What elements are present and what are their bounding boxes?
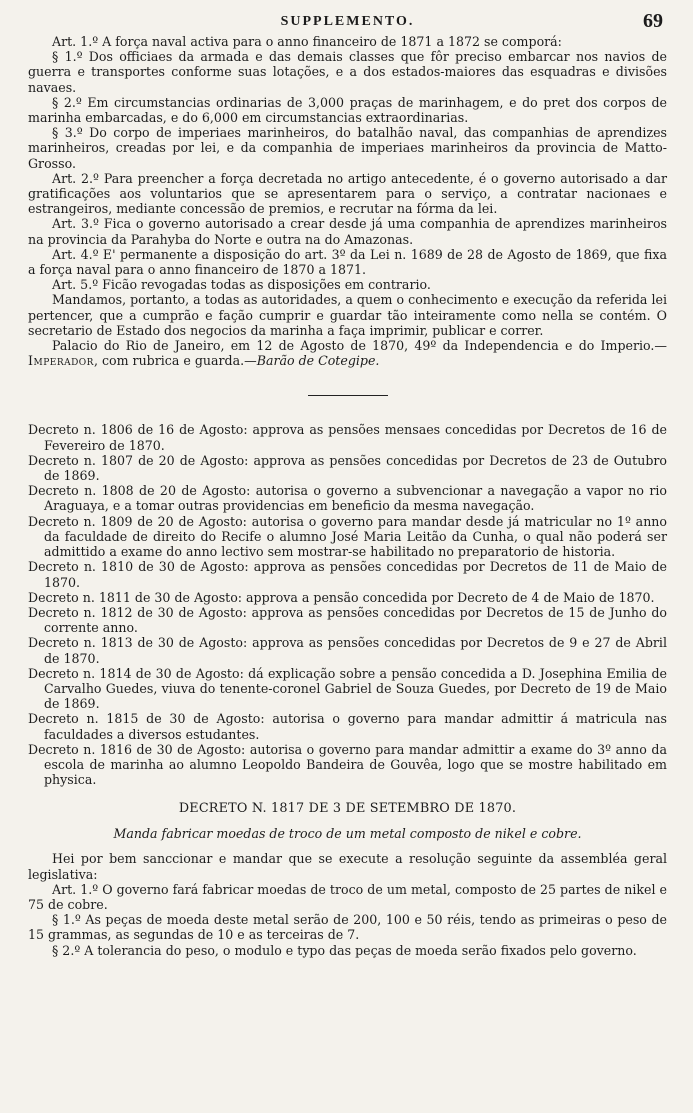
law-paragraph: Mandamos, portanto, a todas as autoridades, a quem o conhecimento e execução da referida lei pertencer, que a cumprão e fação cumprir e guardar tão inteiramente como nella se contém. O secretario de Estado dos negocios da marinha a faça imprimir, publicar e correr. [28,292,667,338]
law-paragraph: Art. 3.º Fica o governo autorisado a crear desde já uma companhia de aprendizes marinheiros na provincia da Parahyba do Norte e outra na do Amazonas. [28,216,667,247]
decree-paragraph: § 2.º A tolerancia do peso, o modulo e typo das peças de moeda serão fixados pelo governo. [52,942,637,958]
decree-paragraph: Art. 1.º O governo fará fabricar moedas de troco de um metal, composto de 25 partes de nikel e 75 de cobre. [28,881,667,912]
decree-entry: Decreto n. 1815 de 30 de Agosto: autorisa o governo para mandar admittir á matricula nas faculdades a diversos estudantes. [28,711,667,742]
decree-entry: Decreto n. 1806 de 16 de Agosto: approva as pensões mensaes concedidas por Decretos de 16 de Fevereiro de 1870. [28,422,667,453]
law-paragraph: § 2.º Em circumstancias ordinarias de 3,000 praças de marinhagem, e do pret dos corpos de marinha embarcadas, e do 6,000 em circumstancias extraordinarias. [28,94,667,126]
law-paragraph: § 3.º Do corpo de imperiaes marinheiros, do batalhão naval, das companhias de aprendizes marinheiros, creadas por lei, e da companhia de imperiaes marinheiros da provincia de Matto-Grosso. [28,125,667,171]
page-header [28,8,667,34]
law-paragraph: Art. 5.º Ficão revogadas todas as disposições em contrario. [52,277,431,293]
closing-middle: , com rubrica e guarda.— [93,353,257,369]
page-number: 69 [643,10,663,32]
decree-entry: Decreto n. 1814 de 30 de Agosto: dá explicação sobre a pensão concedida a D. Josephina Emilia de Carvalho Guedes, viuva do tenente-coronel Gabriel de Souza Guedes, por Decreto de 19 de Maio de 1869. [28,665,667,712]
decree-entry: Decreto n. 1807 de 20 de Agosto: approva as pensões concedidas por Decretos de 23 de Outubro de 1869. [28,452,667,484]
decree-list [28,422,667,787]
section-divider [308,395,388,396]
decree-subtitle: Manda fabricar moedas de troco de um metal composto de nikel e cobre. [113,826,582,842]
decree-entry: Decreto n. 1816 de 30 de Agosto: autorisa o governo para mandar admittir a exame do 3º anno da escola de marinha ao alumno Leopoldo Bandeira de Gouvêa, logo que se mostre habilitado em physica. [28,741,667,788]
decree-paragraph: Hei por bem sanccionar e mandar que se execute a resolução seguinte da assembléa geral legislativa: [28,851,667,882]
closing-signature: Imperador [28,353,94,369]
decree-paragraph: § 1.º As peças de moeda deste metal serão de 200, 100 e 50 réis, tendo as primeiras o peso de 15 grammas, as segundas de 10 e as terceiras de 7. [28,912,667,943]
law-paragraph: Art. 2.º Para preencher a força decretada no artigo antecedente, é o governo autorisado a dar gratificações aos voluntarios que se apresentarem para o serviço, a contratar nacionaes e estrangeiros, mediante concessão de premios, e recrutar na fórma da lei. [28,170,667,217]
running-title: SUPPLEMENTO. [280,14,415,29]
closing-name: Barão de Cotegipe. [256,353,380,369]
closing-text: Palacio do Rio de Janeiro, em 12 de Agosto de 1870, 49º da Independencia e do Imperio.— [52,338,667,354]
decree-text [28,851,667,957]
decree-title: DECRETO N. 1817 DE 3 DE SETEMBRO DE 1870. [178,801,517,817]
decree-entry: Decreto n. 1811 de 30 de Agosto: approva a pensão concedida por Decreto de 4 de Maio de 1870. [28,589,655,605]
law-paragraph: Art. 1.º A força naval activa para o anno financeiro de 1871 a 1872 se comporá: [52,34,562,49]
law-text [28,34,667,368]
law-closing [28,338,667,368]
decree-entry: Decreto n. 1808 de 20 de Agosto: autorisa o governo a subvencionar a navegação a vapor no rio Araguaya, e a tomar outras providencias em beneficio da mesma navegação. [28,483,667,514]
decree-entry: Decreto n. 1813 de 30 de Agosto: approva as pensões concedidas por Decretos de 9 e 27 de Abril de 1870. [28,635,667,666]
decree-entry: Decreto n. 1809 de 20 de Agosto: autorisa o governo para mandar desde já matricular no 1º anno da faculdade de direito do Recife o alumno José Maria Leitão da Cunha, o qual não poderá ser admittido a exame do anno lectivo sem mostrar-se habilitado no preparatorio de historia. [28,513,667,560]
decree-entry: Decreto n. 1810 de 30 de Agosto: approva as pensões concedidas por Decretos de 11 de Maio de 1870. [28,559,667,590]
law-paragraph: § 1.º Dos officiaes da armada e das demais classes que fôr preciso embarcar nos navios de guerra e transportes conforme suas lotações, e a dos estados-maiores das esquadras e divisões navaes. [28,49,667,95]
decree-entry: Decreto n. 1812 de 30 de Agosto: approva as pensões concedidas por Decretos de 15 de Junho do corrente anno. [28,604,667,636]
law-paragraph: Art. 4.º E' permanente a disposição do art. 3º da Lei n. 1689 de 28 de Agosto de 1869, que fixa a força naval para o anno financeiro de 1870 a 1871. [28,246,667,278]
